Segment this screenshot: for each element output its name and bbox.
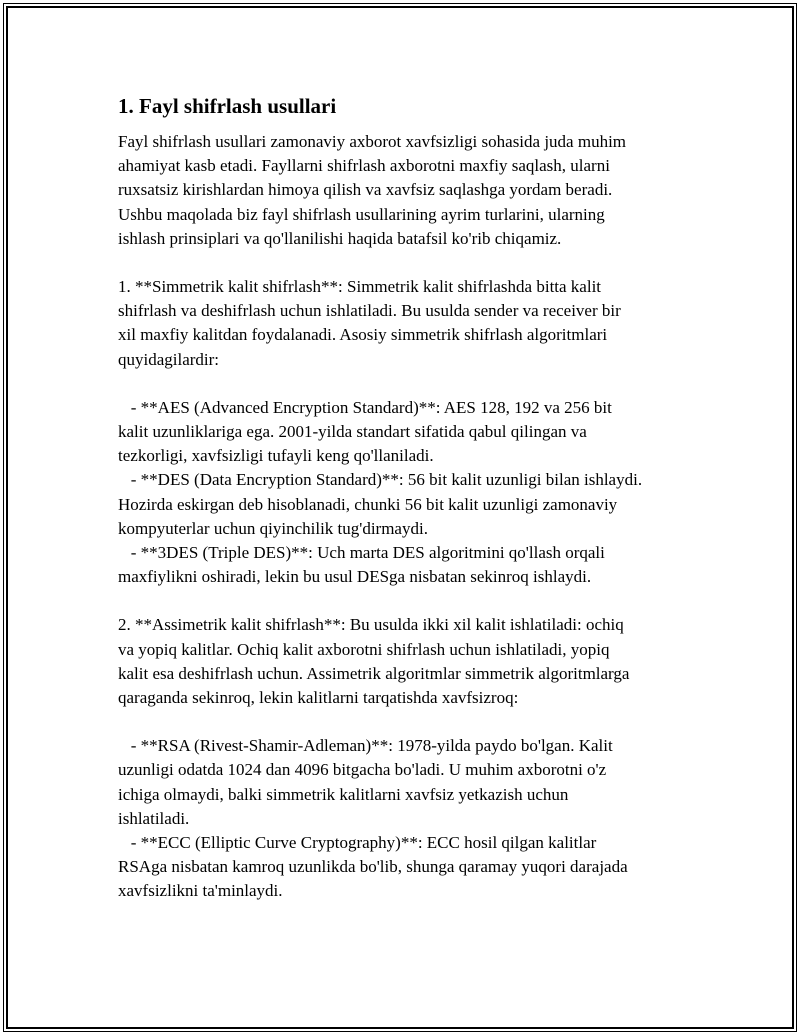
asymmetric-line: qaraganda sekinroq, lekin kalitlarni tarqatishda xavfsizroq:: [118, 688, 519, 708]
symmetric-line: xil maxfiy kalitdan foydalanadi. Asosiy simmetrik shifrlash algoritmlari: [118, 325, 608, 345]
des-line: Hozirda eskirgan deb hisoblanadi, chunki 56 bit kalit uzunligi zamonaviy: [118, 494, 618, 514]
aes-line: kalit uzunliklariga ega. 2001-yilda standart sifatida qabul qilingan va: [118, 422, 587, 442]
rsa-line: ichiga olmaydi, balki simmetrik kalitlarni xavfsiz yetkazish uchun: [118, 784, 569, 804]
rsa-line: uzunligi odatda 1024 dan 4096 bitgacha bo'ladi. U muhim axborotni o'z: [118, 760, 607, 780]
ecc-line: - **ECC (Elliptic Curve Cryptography)**: ECC hosil qilgan kalitlar: [118, 833, 597, 853]
paragraph-gap: [118, 589, 718, 613]
symmetric-line: shifrlash va deshifrlash uchun ishlatiladi. Bu usulda sender va receiver bir: [118, 301, 621, 321]
rsa-item: [118, 734, 718, 831]
3des-item: [118, 541, 718, 589]
symmetric-section: [118, 275, 718, 372]
rsa-line: ishlatiladi.: [118, 808, 190, 828]
ecc-line: RSAga nisbatan kamroq uzunlikda bo'lib, shunga qaramay yuqori darajada: [118, 857, 628, 877]
ecc-line: xavfsizlikni ta'minlaydi.: [118, 881, 283, 901]
symmetric-line: 1. **Simmetrik kalit shifrlash**: Simmetrik kalit shifrlashda bitta kalit: [118, 277, 602, 297]
asymmetric-section: [118, 613, 718, 710]
des-line: kompyuterlar uchun qiyinchilik tug'dirmaydi.: [118, 518, 428, 538]
paragraph-gap: [118, 372, 718, 396]
document-body: [118, 92, 718, 904]
des-item: [118, 468, 718, 541]
aes-line: - **AES (Advanced Encryption Standard)**: AES 128, 192 va 256 bit: [118, 397, 612, 417]
intro-line: Ushbu maqolada biz fayl shifrlash usullarining ayrim turlarini, ularning: [118, 204, 605, 224]
asymmetric-line: 2. **Assimetrik kalit shifrlash**: Bu usulda ikki xil kalit ishlatiladi: ochiq: [118, 615, 624, 635]
paragraph-gap: [118, 710, 718, 734]
3des-line: maxfiylikni oshiradi, lekin bu usul DESga nisbatan sekinroq ishlaydi.: [118, 567, 592, 587]
intro-line: ruxsatsiz kirishlardan himoya qilish va xavfsiz saqlashga yordam beradi.: [118, 180, 613, 200]
section-heading: 1. Fayl shifrlash usullari: [118, 94, 337, 118]
intro-line: ishlash prinsiplari va qo'llanilishi haqida batafsil ko'rib chiqamiz.: [118, 228, 562, 248]
3des-line: - **3DES (Triple DES)**: Uch marta DES algoritmini qo'llash orqali: [118, 543, 605, 563]
asymmetric-line: kalit esa deshifrlash uchun. Assimetrik algoritmlar simmetrik algoritmlarga: [118, 663, 630, 683]
aes-item: [118, 396, 718, 469]
asymmetric-line: va yopiq kalitlar. Ochiq kalit axborotni shifrlash uchun ishlatiladi, yopiq: [118, 639, 610, 659]
intro-line: ahamiyat kasb etadi. Fayllarni shifrlash axborotni maxfiy saqlash, ularni: [118, 156, 610, 176]
rsa-line: - **RSA (Rivest-Shamir-Adleman)**: 1978-yilda paydo bo'lgan. Kalit: [118, 736, 613, 756]
paragraph-gap: [118, 251, 718, 275]
des-line: - **DES (Data Encryption Standard)**: 56 bit kalit uzunligi bilan ishlaydi.: [118, 470, 643, 490]
ecc-item: [118, 831, 718, 904]
intro-paragraph: [118, 130, 718, 251]
aes-line: tezkorligi, xavfsizligi tufayli keng qo'llaniladi.: [118, 446, 434, 466]
intro-line: Fayl shifrlash usullari zamonaviy axborot xavfsizligi sohasida juda muhim: [118, 132, 627, 151]
symmetric-line: quyidagilardir:: [118, 349, 220, 369]
